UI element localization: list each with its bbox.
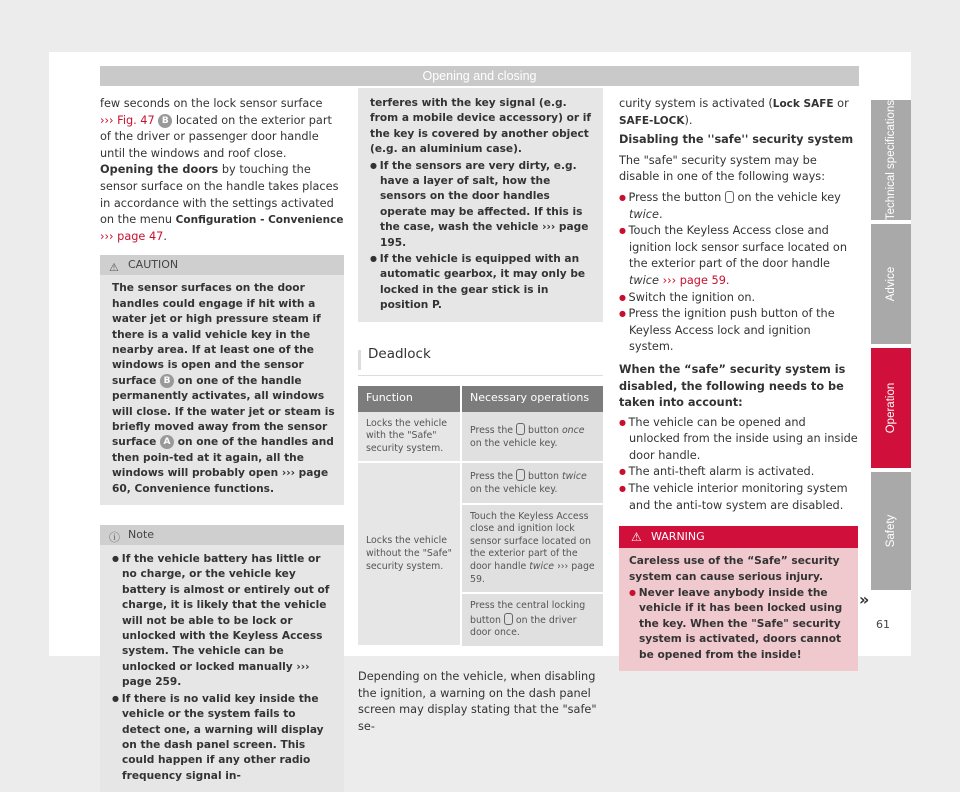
lock-key-icon — [504, 613, 513, 625]
column-2 — [358, 88, 603, 735]
paragraph: Opening the doors by touching the sensor surface on the handle takes places in accordance with the settings activated on the menu Configuration - Convenience ››› page 47. — [100, 163, 344, 243]
paragraph: few seconds on the lock sensor surface ››› Fig. 47 B located on the exterior part of the driver or passenger door handle until the windows and roof close. — [100, 97, 332, 160]
deadlock-table — [358, 386, 603, 647]
warning-icon: ⚠ — [631, 530, 642, 545]
letter-b-marker: B — [160, 374, 174, 388]
caution-box: ⚠ CAUTION The sensor surfaces on the door handles could engage if hit with a water jet or high pressure steam if there is a valid vehicle key in the nearby area. If at least one of the windows is open and the sensor surface B on one of the handle permanently activates, all windows will close. If the water jet or steam is briefly moved away from the sensor surface A on one of the handles and then poin-ted at it again, all the windows will probably open ››› page 60, Convenience functions. — [100, 255, 344, 505]
note-box-continued: terferes with the key signal (e.g. from a mobile device accessory) or if the key is covered by another object (e.g. an aluminium case). ● If the sensors are very dirty, e.g. have a layer of salt, how the sensors on the door handles operate may be affected. If this is the case, wash the vehicle ››› page 195. ● If the vehicle is equipped with an automatic gearbox, it may only be locked in the gear stick is in position P. — [358, 88, 603, 322]
lock-key-icon — [725, 191, 734, 203]
letter-a-marker: A — [160, 435, 174, 449]
list-item: ● The vehicle interior monitoring system and the anti-tow system are disabled. — [619, 481, 858, 514]
page-header: Opening and closing — [100, 66, 859, 86]
lock-key-icon — [516, 423, 525, 435]
list-item: ● If the vehicle battery has little or no charge, or the vehicle key battery is almost or entirely out of charge, it is likely that the vehicle will not be able to be lock or unlocked with the Keyless Access system. The vehicle can be unlocked or locked manually ››› page 259. — [112, 551, 336, 691]
list-item: ● Press the button on the vehicle key twice. — [619, 190, 858, 223]
page-link[interactable]: ››› page 47 — [100, 229, 164, 243]
subheading: Disabling the ''safe'' security system — [619, 133, 854, 147]
list-item: ● If there is no valid key inside the vehicle or the system fails to detect one, a warning will display on the dash panel screen. This could happen if any other radio frequency signal in- — [112, 691, 336, 784]
table-row: Touch the Keyless Access close and ignition lock sensor surface located on the exterior part of the door handle twice ››› page 59. — [358, 504, 603, 594]
list-item: ● If the sensors are very dirty, e.g. have a layer of salt, how the sensors on the door handles operate may be affected. If this is the case, wash the vehicle ››› page 195. — [370, 158, 595, 251]
subheading: When the “safe” security system is disabled, the following needs to be taken into account: — [619, 362, 846, 410]
list-item: ● The anti-theft alarm is activated. — [619, 464, 858, 481]
page-number: 61 — [876, 618, 890, 631]
list-item: ● If the vehicle is equipped with an automatic gearbox, it may only be locked in the gear stick is in position P. — [370, 251, 595, 314]
page-link[interactable]: ››› page 259. — [122, 660, 310, 689]
list-item: ● Press the ignition push button of the Keyless Access lock and ignition system. — [619, 306, 858, 356]
list-item: ● Never leave anybody inside the vehicle if it has been locked using the key. When the "Safe" security system is activated, doors cannot be opened from the inside! — [629, 585, 850, 663]
info-icon: ⓘ — [109, 531, 120, 545]
table-row: Locks the vehicle without the "Safe" security system. Press the button twice on the vehicle key. — [358, 462, 603, 503]
table-header-row: Function Necessary operations — [358, 386, 603, 412]
tab-advice[interactable]: Advice — [871, 224, 911, 344]
warning-box: ⚠ WARNING Careless use of the “Safe” security system can cause serious injury. ● Never leave anybody inside the vehicle if it has been locked using the key. When the "Safe" security system is activated, doors cannot be opened from the inside! — [619, 526, 858, 671]
table-row: Press the central locking button on the driver door once. — [358, 593, 603, 646]
lock-key-icon — [516, 469, 525, 481]
column-1 — [100, 96, 344, 792]
page-link[interactable]: ››› page 60, Convenience functions. — [112, 467, 329, 495]
page-link[interactable]: ››› page 59. — [470, 561, 595, 585]
list-item: ● The vehicle can be opened and unlocked from the inside using an inside door handle. — [619, 415, 858, 465]
paragraph: curity system is activated (Lock SAFE or SAFE-LOCK). — [619, 97, 849, 127]
continue-arrow-icon: » — [859, 590, 870, 609]
letter-b-marker: B — [158, 114, 172, 128]
tab-operation[interactable]: Operation — [871, 348, 911, 468]
tab-safety[interactable]: Safety — [871, 472, 911, 590]
page-link[interactable]: ››› page 59. — [662, 273, 730, 287]
list-item: ● Touch the Keyless Access close and ignition lock sensor surface located on the exterior part of the door handle twice ››› page 59. — [619, 223, 858, 289]
page-link[interactable]: ››› page 195. — [380, 221, 589, 249]
paragraph: The "safe" security system may be disable in one of the following ways: — [619, 153, 825, 184]
table-row: Locks the vehicle with the "Safe" security system. Press the button once on the vehicle key. — [358, 412, 603, 463]
section-heading: Deadlock — [368, 345, 431, 362]
caution-icon: ⚠ — [109, 261, 119, 275]
column-3 — [619, 96, 858, 671]
note-box: ⓘ Note ● If the vehicle battery has little or no charge, or the vehicle key battery is almost or entirely out of charge, it is likely that the vehicle will not be able to be lock or unlocked with the Keyless Access system. The vehicle can be unlocked or locked manually ››› page 259. ● If there is no valid key inside the vehicle or the system fails to detect one, a warning will display on the dash panel screen. This could happen if any other radio frequency signal in- — [100, 525, 344, 792]
paragraph: Depending on the vehicle, when disabling the ignition, a warning on the dash panel screen may display stating that the "safe" se- — [358, 670, 597, 733]
tab-technical-specifications[interactable]: Technical specifications — [871, 100, 911, 220]
list-item: ● Switch the ignition on. — [619, 290, 858, 307]
figure-link[interactable]: ››› Fig. 47 — [100, 113, 155, 127]
